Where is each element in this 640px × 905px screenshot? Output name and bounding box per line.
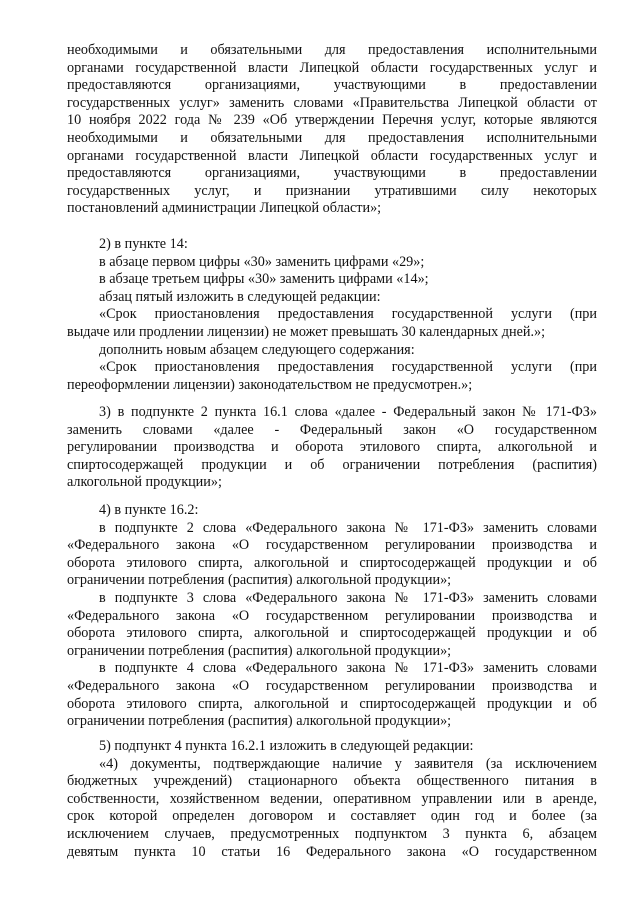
text-line: 5) подпункт 4 пункта 16.2.1 изложить в следующей редакции:	[99, 738, 474, 754]
text-line: алкогольной продукции»;	[67, 474, 222, 491]
text-line: 2) в пункте 14:	[99, 236, 188, 252]
text-line: переоформлении лицензии) законодательством не предусмотрен.»;	[67, 376, 473, 393]
text-line: оборота этилового спирта, алкогольной и спиртосодержащей продукции и об	[67, 695, 597, 712]
paragraph-item-3	[67, 404, 597, 492]
text-line: заменить словами «далее - Федеральный закон «О государственном	[67, 421, 597, 438]
text-line: «Срок приостановления предоставления государственной услуги (при	[99, 359, 597, 376]
text-line: государственных услуг, и признании утратившими силу некоторых	[67, 182, 597, 199]
text-line: «4) документы, подтверждающие наличие у заявителя (за исключением	[99, 755, 597, 772]
text-line: в подпункте 4 слова «Федерального закона № 171-ФЗ» заменить словами	[99, 660, 597, 677]
paragraph-item-4	[67, 502, 597, 731]
text-line: необходимыми и обязательными для предоставления исполнительными	[67, 129, 597, 146]
text-line: постановлений администрации Липецкой области»;	[67, 200, 382, 217]
text-line: «Федерального закона «О государственном регулировании производства и	[67, 607, 597, 624]
text-line: 10 ноября 2022 года № 239 «Об утверждении Перечня услуг, которые являются	[67, 112, 597, 129]
text-line: оборота этилового спирта, алкогольной и спиртосодержащей продукции и об	[67, 625, 597, 642]
text-line: необходимыми и обязательными для предоставления исполнительными	[67, 42, 597, 58]
text-line: абзац пятый изложить в следующей редакции:	[99, 288, 381, 305]
paragraph-item-2	[67, 236, 597, 394]
text-line: ограничении потребления (распития) алкогольной продукции»;	[67, 713, 452, 730]
text-line: девятым пункта 10 статьи 16 Федерального закона «О государственном	[67, 843, 597, 860]
text-line: выдаче или продлении лицензии) не может превышать 30 календарных дней.»;	[67, 323, 546, 340]
paragraph-item-5	[67, 738, 597, 861]
text-line: «Федерального закона «О государственном регулировании производства и	[67, 677, 597, 694]
text-line: бюджетных учреждений) стационарного объекта общественного питания в	[67, 773, 597, 790]
text-line: дополнить новым абзацем следующего содержания:	[99, 341, 415, 358]
text-line: органами государственной власти Липецкой области государственных услуг и	[67, 147, 597, 164]
text-line: органами государственной власти Липецкой области государственных услуг и	[67, 59, 597, 76]
text-line: регулировании производства и оборота этилового спирта, алкогольной и	[67, 439, 597, 456]
text-line: оборота этилового спирта, алкогольной и спиртосодержащей продукции и об	[67, 554, 597, 571]
paragraph-continuation	[67, 42, 597, 218]
text-line: срок которой определен договором и составляет один год и более (за	[67, 808, 597, 825]
text-line: государственных услуг» заменить словами «Правительства Липецкой области от	[67, 94, 597, 111]
text-line: «Федерального закона «О государственном регулировании производства и	[67, 537, 597, 554]
text-line: 3) в подпункте 2 пункта 16.1 слова «далее - Федеральный закон № 171-ФЗ»	[99, 404, 597, 420]
text-line: исключением случаев, предусмотренных подпунктом 3 пункта 6, абзацем	[67, 825, 597, 842]
text-line: 4) в пункте 16.2:	[99, 502, 199, 518]
text-line: предоставляются организациями, участвующими в предоставлении	[67, 165, 597, 182]
text-line: предоставляются организациями, участвующими в предоставлении	[67, 77, 597, 94]
text-line: «Срок приостановления предоставления государственной услуги (при	[99, 306, 597, 323]
text-line: ограничении потребления (распития) алкогольной продукции»;	[67, 642, 452, 659]
text-line: в подпункте 2 слова «Федерального закона № 171-ФЗ» заменить словами	[99, 519, 597, 536]
text-line: собственности, хозяйственном ведении, оперативном управлении или в аренде,	[67, 790, 597, 807]
text-line: спиртосодержащей продукции и об ограничении потребления (распития)	[67, 456, 597, 473]
text-line: в абзаце первом цифры «30» заменить цифрами «29»;	[99, 253, 425, 270]
text-line: в абзаце третьем цифры «30» заменить цифрами «14»;	[99, 271, 429, 288]
text-line: в подпункте 3 слова «Федерального закона № 171-ФЗ» заменить словами	[99, 589, 597, 606]
text-line: ограничении потребления (распития) алкогольной продукции»;	[67, 572, 452, 589]
